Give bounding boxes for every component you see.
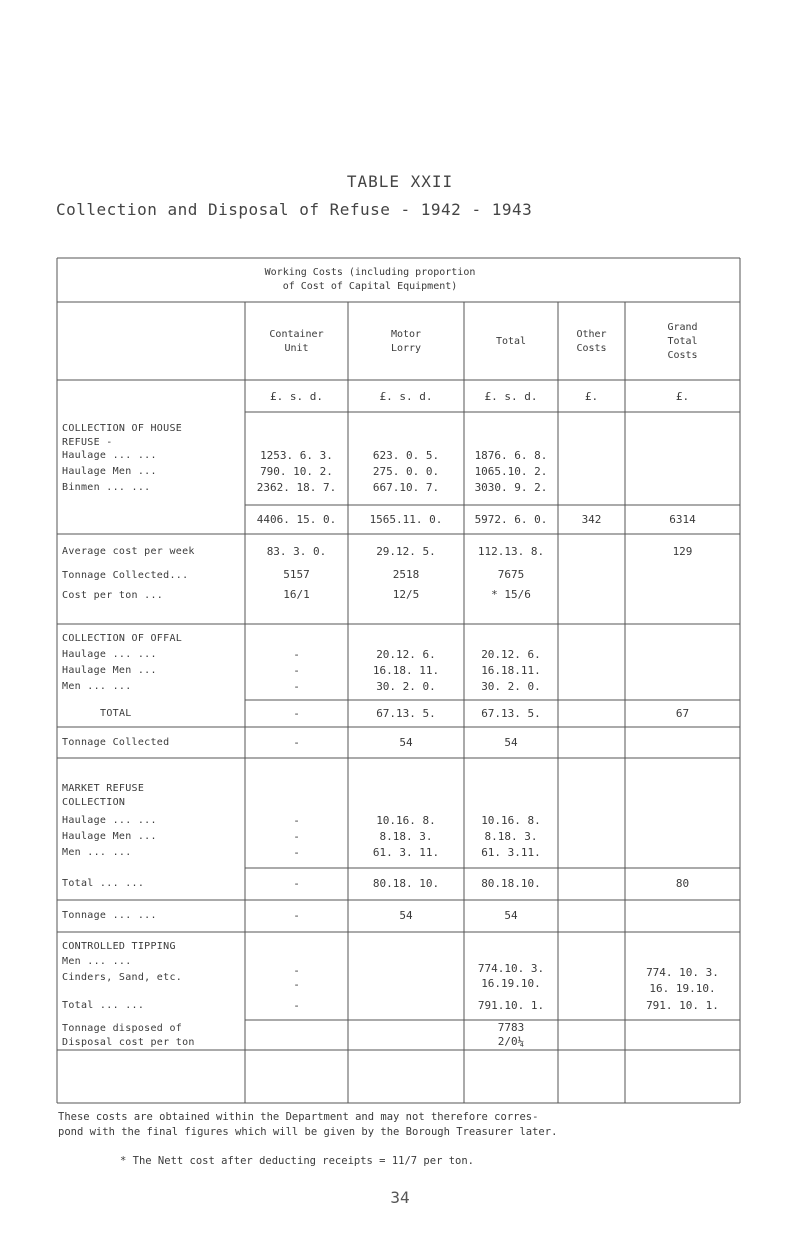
- page-title: Collection and Disposal of Refuse - 1942 - 1943: [56, 200, 533, 219]
- row-label: Total ... ...: [62, 878, 145, 889]
- table-cell: 2518: [392, 568, 420, 581]
- row-label: Binmen ... ...: [62, 482, 151, 493]
- total-cell: -: [293, 707, 300, 720]
- section-heading-house: COLLECTION OF HOUSE REFUSE -: [62, 423, 183, 448]
- row-label: Average cost per week: [62, 546, 195, 557]
- table-cell: 5157: [283, 568, 310, 581]
- unit-total: £. s. d.: [484, 390, 538, 403]
- row-label: Men ... ...: [62, 681, 132, 692]
- table-number: TABLE XXII: [346, 172, 454, 191]
- table-cell: -: [293, 648, 300, 661]
- row-label: Haulage Men ...: [62, 466, 157, 477]
- row-label: Men ... ...: [62, 956, 132, 967]
- table-cell: -: [293, 978, 300, 991]
- total-cell: 67.13. 5.: [376, 707, 436, 720]
- row-label: Haulage ... ...: [62, 649, 157, 660]
- table-cell: * 15/6: [491, 588, 531, 601]
- total-cell: 67.13. 5.: [481, 707, 541, 720]
- table-cell: 54: [504, 909, 518, 922]
- section-heading-market: MARKET REFUSE COLLECTION: [62, 783, 145, 808]
- header-banner-line-2: of Cost of Capital Equipment): [282, 281, 458, 292]
- header-banner: [240, 266, 500, 294]
- row-label-disposed: Tonnage disposed of Disposal cost per ton: [62, 1023, 195, 1048]
- row-label: Men ... ...: [62, 847, 132, 858]
- table-cell: 12/5: [392, 588, 420, 601]
- table-cell: 30. 2. 0.: [376, 680, 436, 693]
- unit-grand: £.: [675, 390, 690, 403]
- total-cell: 80.18.10.: [481, 877, 541, 890]
- table-cell: 790. 10. 2.: [260, 465, 333, 478]
- table-cell: 54: [504, 736, 518, 749]
- table-cell: 774. 10. 3.: [646, 966, 719, 979]
- unit-container: £. s. d.: [270, 390, 323, 403]
- table-cell: 54: [399, 736, 413, 749]
- page-number: 34: [390, 1188, 410, 1207]
- table-cell: 8.18. 3.: [484, 830, 538, 843]
- table-cell: 667.10. 7.: [372, 481, 440, 494]
- table-cell: 1065.10. 2.: [474, 465, 548, 478]
- table-cell-disposed: 7783 2/0¼: [497, 1021, 525, 1048]
- unit-other: £.: [584, 390, 599, 403]
- total-cell: 791.10. 1.: [477, 999, 545, 1012]
- net-cost-note: * The Nett cost after deducting receipts = 11/7 per ton.: [120, 1155, 475, 1167]
- table-cell: 16/1: [283, 588, 310, 601]
- row-label: TOTAL: [100, 708, 132, 719]
- section-heading-offal: COLLECTION OF OFFAL: [62, 633, 183, 644]
- row-label: Haulage Men ...: [62, 665, 157, 676]
- total-cell: 80.18. 10.: [372, 877, 440, 890]
- row-label: Haulage ... ...: [62, 450, 157, 461]
- table-cell: 16.18.11.: [481, 664, 541, 677]
- unit-motor: £. s. d.: [379, 390, 433, 403]
- footnote: These costs are obtained within the Department and may not therefore corres- pond with the final figures which will be given by the Borough Treasurer later.: [58, 1111, 558, 1138]
- table-cell: 10.16. 8.: [376, 814, 436, 827]
- table-cell: 2362. 18. 7.: [256, 481, 337, 494]
- table-cell: -: [293, 830, 300, 843]
- header-banner-line-1: Working Costs (including proportion: [264, 267, 476, 278]
- table-cell: 3030. 9. 2.: [474, 481, 548, 494]
- table-cell: 16.18. 11.: [372, 664, 440, 677]
- table-cell: 774.10. 3.: [477, 962, 545, 975]
- row-label: Haulage ... ...: [62, 815, 157, 826]
- total-cell: 4406. 15. 0.: [256, 513, 337, 526]
- table-cell: 129: [672, 545, 693, 558]
- column-header-grand: Grand Total Costs: [667, 322, 698, 361]
- table-cell: 20.12. 6.: [376, 648, 436, 661]
- column-header-total: Total: [495, 336, 527, 347]
- row-label: Tonnage ... ...: [62, 910, 157, 921]
- total-cell: 342: [581, 513, 602, 526]
- table-cell: 8.18. 3.: [379, 830, 433, 843]
- table-cell: -: [293, 909, 300, 922]
- table-cell: 83. 3. 0.: [266, 545, 327, 558]
- table-cell: 30. 2. 0.: [481, 680, 541, 693]
- table-cell: 20.12. 6.: [481, 648, 541, 661]
- total-cell: 5972. 6. 0.: [474, 513, 548, 526]
- total-cell: -: [293, 999, 300, 1012]
- table-cell: 61. 3. 11.: [372, 846, 440, 859]
- table-cell: 1876. 6. 8.: [474, 449, 548, 462]
- table-cell: 7675: [497, 568, 525, 581]
- table-cell: 10.16. 8.: [481, 814, 541, 827]
- row-label: Cinders, Sand, etc.: [62, 972, 183, 983]
- column-header-container: Container Unit: [269, 329, 324, 354]
- total-cell: 1565.11. 0.: [369, 513, 443, 526]
- table-cell: 275. 0. 0.: [372, 465, 440, 478]
- table-cell: 61. 3.11.: [481, 846, 541, 859]
- column-header-motor: Motor Lorry: [390, 329, 422, 354]
- row-label: Total ... ...: [62, 1000, 145, 1011]
- row-label: Tonnage Collected...: [62, 570, 189, 581]
- total-cell: -: [293, 877, 300, 890]
- table-cell: 16.19.10.: [481, 977, 541, 990]
- table-cell: 623. 0. 5.: [372, 449, 440, 462]
- table-cell: 16. 19.10.: [649, 982, 716, 995]
- table-cell: -: [293, 814, 300, 827]
- table-cell: -: [293, 680, 300, 693]
- row-label: Haulage Men ...: [62, 831, 157, 842]
- table-cell: 112.13. 8.: [477, 545, 545, 558]
- table-cell: -: [293, 964, 300, 977]
- total-cell: 6314: [669, 513, 696, 526]
- table-cell: -: [293, 736, 300, 749]
- table-cell: 1253. 6. 3.: [260, 449, 333, 462]
- section-heading-tipping: CONTROLLED TIPPING: [62, 941, 176, 952]
- table-cell: -: [293, 846, 300, 859]
- table-cell: 54: [399, 909, 413, 922]
- column-header-other: Other Costs: [576, 329, 607, 354]
- table-cell: -: [293, 664, 300, 677]
- row-label: Cost per ton ...: [62, 590, 164, 601]
- table-cell: 29.12. 5.: [376, 545, 436, 558]
- total-cell: 791. 10. 1.: [646, 999, 719, 1012]
- total-cell: 80: [675, 877, 690, 890]
- total-cell: 67: [675, 707, 690, 720]
- row-label: Tonnage Collected: [62, 737, 170, 748]
